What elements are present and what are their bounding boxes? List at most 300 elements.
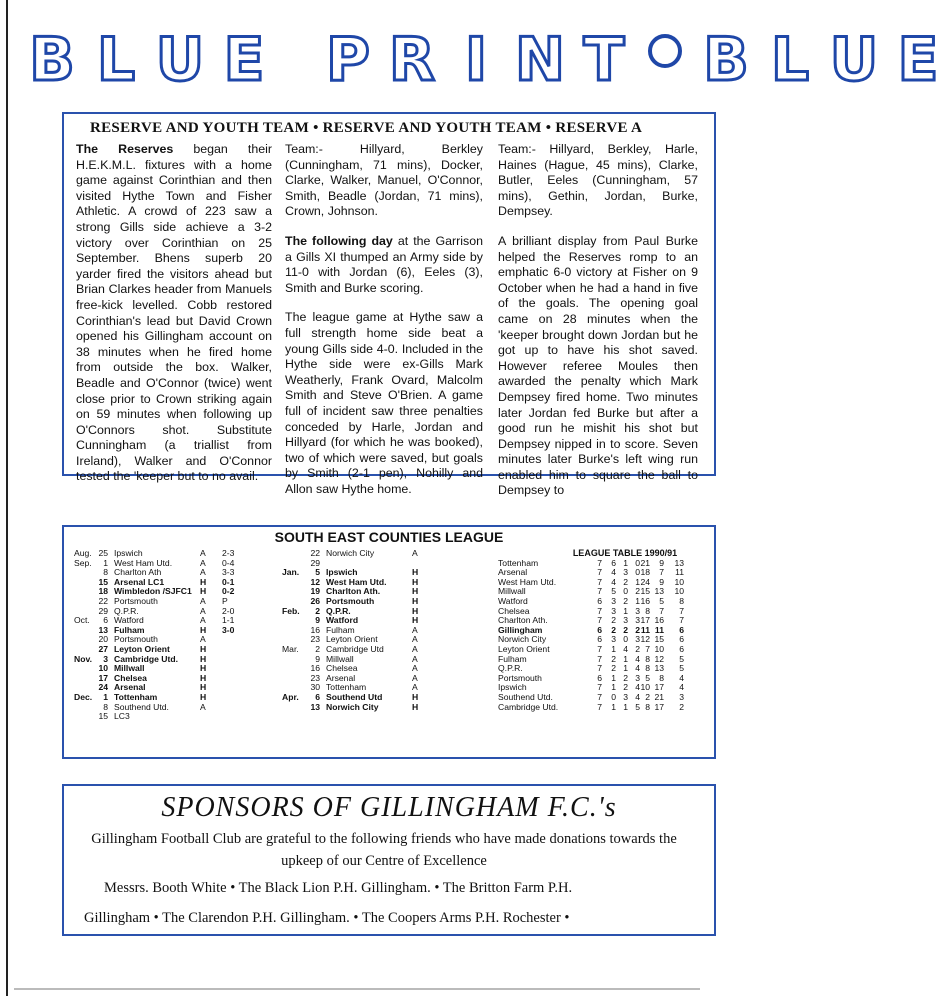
table-p: 7 — [597, 576, 602, 587]
table-w: 0 — [611, 691, 616, 702]
table-team: Portsmouth — [498, 672, 542, 683]
table-pts: 10 — [674, 586, 684, 597]
banner-letter: B — [29, 25, 75, 95]
fixture-team: Ipswich — [326, 567, 358, 578]
table-d: 0 — [623, 586, 628, 597]
fixture-row — [282, 597, 482, 607]
table-a: 11 — [654, 624, 664, 635]
fixture-venue: A — [412, 663, 418, 674]
fixture-team: Wimbledon /SJFC1 — [114, 586, 192, 597]
table-f: 16 — [640, 595, 650, 606]
article-column-3 — [498, 142, 698, 513]
table-team: Millwall — [498, 586, 526, 597]
banner-dot — [648, 34, 682, 68]
table-p: 7 — [597, 643, 602, 654]
table-pts: 4 — [679, 682, 684, 693]
table-team: Fulham — [498, 653, 527, 664]
fixture-month: Jan. — [282, 567, 300, 578]
table-w: 2 — [611, 615, 616, 626]
banner-letter: I — [464, 25, 488, 95]
table-team: Tottenham — [498, 557, 539, 568]
fixture-day: 23 — [310, 672, 320, 683]
fixture-venue: A — [200, 595, 206, 606]
fixture-venue: H — [412, 586, 419, 597]
fixture-team: LC3 — [114, 711, 130, 722]
fixture-team: Charlton Ath. — [326, 586, 381, 597]
banner-letter: R — [388, 25, 436, 95]
table-pts: 2 — [679, 701, 684, 712]
fixture-day: 16 — [310, 663, 320, 674]
fixture-day: 17 — [98, 672, 108, 683]
table-a: 12 — [654, 653, 664, 664]
fixture-venue: H — [200, 663, 207, 674]
table-d: 2 — [623, 624, 628, 635]
fixture-team: Arsenal — [326, 672, 356, 683]
fixture-team: West Ham Utd. — [114, 557, 173, 568]
article-paragraph — [285, 310, 483, 497]
table-team: Southend Utd. — [498, 691, 553, 702]
table-a: 8 — [659, 672, 664, 683]
table-f: 5 — [645, 672, 650, 683]
fixture-venue: H — [200, 586, 207, 597]
fixture-day: 20 — [98, 634, 108, 645]
table-l: 1 — [635, 576, 640, 587]
table-d: 4 — [623, 643, 628, 654]
fixture-month: Feb. — [282, 605, 300, 616]
table-pts: 7 — [679, 615, 684, 626]
fixture-day: 26 — [310, 595, 320, 606]
fixture-venue: H — [200, 624, 207, 635]
table-l: 3 — [635, 634, 640, 645]
table-f: 18 — [640, 567, 650, 578]
table-f: 7 — [645, 643, 650, 654]
table-w: 1 — [611, 643, 616, 654]
fixture-month: Sep. — [74, 557, 92, 568]
fixture-venue: A — [412, 624, 418, 635]
fixture-team: Arsenal — [114, 682, 146, 693]
fixture-row — [282, 559, 482, 569]
fixture-team: Millwall — [114, 663, 145, 674]
fixture-team: Portsmouth — [326, 595, 375, 606]
banner-letter: L — [770, 25, 810, 95]
table-d: 3 — [623, 615, 628, 626]
table-a: 9 — [659, 557, 664, 568]
fixture-team: Q.P.R. — [326, 605, 351, 616]
fixture-day: 5 — [315, 567, 320, 578]
fixture-score: 2-3 — [222, 548, 235, 558]
fixture-venue: A — [412, 682, 418, 693]
banner-letter: E — [897, 25, 939, 95]
table-p: 7 — [597, 586, 602, 597]
table-pts: 11 — [675, 567, 684, 578]
fixture-venue: H — [200, 653, 207, 664]
fixture-team: Tottenham — [326, 682, 367, 693]
fixture-month: Oct. — [74, 615, 90, 626]
fixtures-list-autumn — [74, 549, 264, 722]
fixture-score: P — [222, 595, 228, 606]
fixture-score: 0-1 — [222, 576, 235, 587]
table-f: 15 — [640, 586, 650, 597]
banner-letter: N — [514, 25, 566, 95]
fixture-venue: H — [412, 576, 419, 587]
fixture-score: 3-0 — [222, 624, 235, 635]
article-paragraph — [285, 142, 483, 220]
table-f: 17 — [640, 615, 650, 626]
fixture-day: 6 — [103, 615, 108, 626]
fixture-day: 1 — [103, 691, 108, 702]
league-table-title: LEAGUE TABLE 1990/91 — [572, 548, 678, 558]
table-w: 6 — [611, 557, 616, 568]
paragraph-text: Team:- Hillyard, Berkley, Harle, Haines (Hague, 45 mins), Clarke, Butler, Eeles (Cunningham, 57 mins), Gethin, Jordan, Burke, Dempsey. — [498, 142, 698, 219]
fixture-venue: A — [412, 653, 418, 664]
fixture-day: 30 — [310, 682, 320, 693]
table-a: 5 — [659, 595, 664, 606]
table-pts: 3 — [679, 691, 684, 702]
banner-letter: U — [829, 25, 879, 95]
table-pts: 13 — [674, 557, 684, 568]
table-l: 3 — [635, 605, 640, 616]
table-l: 4 — [635, 691, 640, 702]
table-p: 7 — [597, 691, 602, 702]
table-team: Arsenal — [498, 567, 528, 578]
fixture-venue: H — [412, 701, 419, 712]
banner-letter: E — [223, 25, 265, 95]
table-d: 2 — [623, 595, 628, 606]
table-a: 15 — [654, 634, 664, 645]
fixture-team: Chelsea — [114, 672, 147, 683]
fixture-month: Mar. — [282, 643, 299, 654]
fixture-venue: A — [200, 557, 206, 568]
table-w: 2 — [611, 624, 616, 635]
table-w: 2 — [611, 663, 616, 674]
table-team: West Ham Utd. — [498, 576, 557, 587]
fixture-day: 18 — [98, 586, 108, 597]
table-f: 2 — [645, 691, 650, 702]
fixture-row — [282, 607, 482, 617]
table-pts: 6 — [679, 624, 684, 635]
table-l: 0 — [635, 557, 640, 568]
fixture-day: 1 — [103, 557, 108, 568]
fixture-day: 13 — [98, 624, 108, 635]
fixture-day: 9 — [315, 653, 320, 664]
fixture-team: Charlton Ath — [114, 567, 162, 578]
table-d: 1 — [623, 701, 628, 712]
paragraph-text: began their H.E.K.M.L. fixtures with a home game against Corinthian and then visited Hythe Town and Fisher Athletic. A crowd of 223 saw a strong Gills side achieve a 3-2 victory over Corinthian on 25 September. Bhens superb 20 yarder fired the visitors ahead but Brian Clarkes header from Manuels free-kick levelled. Cobb restored Corinthian's lead but David Crown opened his Gillingham account on 38 minutes when he fired home from outside the box. Walker, Beadle and O'Connor (twice) went close prior to Crown striking again on 59 minutes when following up O'Connors shot. Substitute Cunningham (a triallist from Ireland), Walker and O'Connor tested the 'keeper but to no avail. — [76, 142, 272, 484]
fixture-team: Norwich City — [326, 548, 375, 558]
sponsors-line-1: Messrs. Booth White • The Black Lion P.H. Gillingham. • The Britton Farm P.H. — [104, 880, 573, 896]
table-p: 7 — [597, 605, 602, 616]
fixture-team: Fulham — [114, 624, 145, 635]
fixtures-list-spring — [282, 549, 482, 712]
fixture-day: 9 — [315, 615, 320, 626]
article-paragraph — [498, 142, 698, 220]
fixture-venue: H — [200, 576, 207, 587]
table-p: 7 — [597, 567, 602, 578]
table-a: 16 — [654, 615, 664, 626]
table-l: 4 — [635, 653, 640, 664]
fixture-day: 16 — [310, 624, 320, 635]
banner-letter: L — [96, 25, 136, 95]
table-l: 0 — [635, 567, 640, 578]
table-f: 10 — [640, 682, 650, 693]
table-f: 8 — [645, 653, 650, 664]
table-f: 8 — [645, 701, 650, 712]
fixture-venue: A — [200, 605, 206, 616]
banner-letter: U — [155, 25, 205, 95]
league-table-row — [498, 703, 712, 713]
fixture-month: Apr. — [282, 691, 299, 702]
fixture-team: Leyton Orient — [326, 634, 378, 645]
table-f: 21 — [640, 557, 650, 568]
section-heading: RESERVE AND YOUTH TEAM • RESERVE AND YOUTH TEAM • RESERVE A — [90, 120, 643, 136]
table-w: 4 — [611, 567, 616, 578]
fixture-venue: A — [200, 615, 206, 626]
table-d: 1 — [623, 557, 628, 568]
table-pts: 7 — [679, 605, 684, 616]
fixture-venue: A — [412, 672, 418, 683]
banner-letter: B — [703, 25, 749, 95]
fixture-venue: A — [200, 548, 206, 558]
table-d: 2 — [623, 576, 628, 587]
sponsors-title: SPONSORS OF GILLINGHAM F.C.'s — [161, 792, 617, 823]
table-l: 4 — [635, 682, 640, 693]
fixture-team: Portsmouth — [114, 595, 158, 606]
fixture-venue: H — [412, 605, 419, 616]
table-l: 3 — [635, 672, 640, 683]
fixture-team: Ipswich — [114, 548, 143, 558]
table-w: 5 — [611, 586, 616, 597]
table-team: Ipswich — [498, 682, 527, 693]
table-team: Leyton Orient — [498, 643, 550, 654]
table-d: 2 — [623, 682, 628, 693]
fixture-team: Watford — [326, 615, 359, 626]
fixture-team: Portsmouth — [114, 634, 158, 645]
fixture-day: 25 — [98, 548, 108, 558]
table-a: 10 — [654, 643, 664, 654]
fixture-team: Tottenham — [114, 691, 158, 702]
table-a: 17 — [654, 701, 664, 712]
table-l: 2 — [635, 586, 640, 597]
table-a: 13 — [654, 586, 664, 597]
fixture-score: 3-3 — [222, 567, 235, 578]
fixture-team: Norwich City — [326, 701, 379, 712]
table-p: 7 — [597, 663, 602, 674]
table-team: Cambridge Utd. — [498, 701, 559, 712]
fixture-team: Watford — [114, 615, 144, 626]
table-d: 1 — [623, 605, 628, 616]
fixture-team: Cambridge Utd — [326, 643, 384, 654]
fixture-team: Fulham — [326, 624, 355, 635]
banner-letter: T — [583, 25, 625, 95]
fixture-row — [282, 703, 482, 713]
fixture-team: Millwall — [326, 653, 354, 664]
table-p: 6 — [597, 595, 602, 606]
table-a: 21 — [654, 691, 664, 702]
table-a: 7 — [659, 605, 664, 616]
sponsors-line-2: Gillingham • The Clarendon P.H. Gillingham. • The Coopers Arms P.H. Rochester • — [84, 910, 570, 926]
fixture-venue: A — [412, 548, 418, 558]
table-team: Chelsea — [498, 605, 530, 616]
fixture-row — [282, 683, 482, 693]
fixture-month: Aug. — [74, 548, 92, 558]
table-p: 7 — [597, 701, 602, 712]
paragraph-lead: The Reserves — [76, 142, 174, 156]
table-w: 3 — [611, 634, 616, 645]
bottom-rule — [14, 988, 700, 990]
fixture-day: 29 — [310, 557, 320, 568]
fixture-venue: H — [412, 615, 419, 626]
fixture-score: 0-4 — [222, 557, 235, 568]
paragraph-text: A brilliant display from Paul Burke helped the Reserves romp to an emphatic 6-0 victory at Fisher on 9 October when he had a hand in five of the goals. The opening goal came on 28 minutes when the 'keeper brought down Jordan but he got up to have his shot saved. However referee Moules then awarded the penalty which Mark Dempsey fired home. Two minutes later Jordan fed Burke but after a good run he mishit his shot but Dempsey nipped in to score. Seven minutes later Burke's left wing run enabled him to square the ball to Dempsey to — [498, 233, 698, 498]
page-edge-rule — [6, 0, 8, 996]
fixture-venue: A — [412, 643, 418, 654]
article-column-2 — [285, 142, 483, 511]
table-p: 6 — [597, 624, 602, 635]
fixture-venue: H — [200, 672, 207, 683]
table-l: 3 — [635, 615, 640, 626]
table-pts: 8 — [679, 595, 684, 606]
paragraph-text: The league game at Hythe saw a full strength home side beat a young Gills side 4-0. Included in the Hythe side were ex-Gills Mark Weatherly, Frank Ovard, Malcolm Smith and Steve O'Brien. A game full of incident saw three penalties conceded by Harle, Jordan and Hillyard (for which he was booked), two of which were saved, but goals by Smith (2-1 pen), Nohilly and Allon saw Hythe home. — [285, 310, 483, 496]
paragraph-text: at the Garrison a Gills XI thumped an Army side by 11-0 with Jordan (6), Eeles (3), Smith and Burke scoring. — [285, 233, 483, 295]
fixture-day: 10 — [98, 663, 108, 674]
sponsors-section — [62, 784, 716, 936]
fixture-day: 24 — [98, 682, 108, 693]
fixture-day: 12 — [310, 576, 320, 587]
table-d: 0 — [623, 634, 628, 645]
table-w: 1 — [611, 701, 616, 712]
fixture-month: Dec. — [74, 691, 93, 702]
fixture-venue: H — [412, 691, 419, 702]
fixture-row — [282, 645, 482, 655]
table-d: 1 — [623, 653, 628, 664]
fixture-team: Southend Utd. — [114, 701, 169, 712]
fixture-day: 15 — [98, 711, 108, 722]
table-w: 3 — [611, 595, 616, 606]
table-pts: 4 — [679, 672, 684, 683]
fixture-day: 2 — [315, 643, 320, 654]
table-p: 6 — [597, 672, 602, 683]
table-w: 1 — [611, 672, 616, 683]
fixture-score: 2-0 — [222, 605, 235, 616]
paragraph-text: Team:- Hillyard, Berkley (Cunningham, 71 mins), Docker, Clarke, Walker, Manuel, O'Connor, Smith, Beadle (Jordan, 71 mins), Crown, Johnson. — [285, 142, 483, 219]
fixture-day: 29 — [98, 605, 108, 616]
table-w: 1 — [611, 682, 616, 693]
table-pts: 5 — [679, 653, 684, 664]
fixture-team: Leyton Orient — [114, 643, 170, 654]
fixture-venue: A — [200, 567, 206, 578]
table-l: 2 — [635, 624, 640, 635]
fixture-score: 1-1 — [222, 615, 235, 626]
table-p: 7 — [597, 682, 602, 693]
league-title: SOUTH EAST COUNTIES LEAGUE — [274, 529, 504, 545]
table-a: 17 — [654, 682, 664, 693]
table-pts: 5 — [679, 663, 684, 674]
table-pts: 6 — [679, 634, 684, 645]
table-team: Gillingham — [498, 624, 543, 635]
table-p: 7 — [597, 557, 602, 568]
article-paragraph — [498, 234, 698, 499]
fixture-day: 22 — [98, 595, 108, 606]
table-team: Watford — [498, 595, 528, 606]
fixture-venue: H — [200, 691, 207, 702]
table-pts: 10 — [674, 576, 684, 587]
fixture-venue: H — [412, 595, 419, 606]
fixture-venue: A — [200, 701, 206, 712]
fixture-venue: H — [200, 682, 207, 693]
table-d: 3 — [623, 691, 628, 702]
paragraph-lead: The following day — [285, 233, 393, 248]
fixture-day: 15 — [98, 576, 108, 587]
table-a: 9 — [659, 576, 664, 587]
fixture-venue: H — [200, 643, 207, 654]
table-d: 1 — [623, 663, 628, 674]
table-l: 5 — [635, 701, 640, 712]
fixture-team: Southend Utd — [326, 691, 383, 702]
fixture-team: Q.P.R. — [114, 605, 139, 616]
fixture-score: 0-2 — [222, 586, 235, 597]
table-d: 2 — [623, 672, 628, 683]
table-l: 1 — [635, 595, 640, 606]
reserve-youth-section — [62, 112, 716, 498]
fixture-day: 22 — [310, 548, 320, 558]
fixture-day: 27 — [98, 643, 108, 654]
table-a: 7 — [659, 567, 664, 578]
fixture-day: 13 — [310, 701, 320, 712]
table-a: 13 — [654, 663, 664, 674]
banner-letter: P — [326, 25, 370, 95]
table-team: Charlton Ath. — [498, 615, 548, 626]
fixture-team: Arsenal LC1 — [114, 576, 165, 587]
league-section — [62, 525, 716, 759]
table-l: 2 — [635, 643, 640, 654]
fixture-day: 8 — [103, 567, 108, 578]
fixture-venue: A — [200, 634, 206, 645]
table-team: Norwich City — [498, 634, 547, 645]
article-paragraph — [285, 234, 483, 296]
fixture-team: Chelsea — [326, 663, 358, 674]
fixture-day: 8 — [103, 701, 108, 712]
table-w: 2 — [611, 653, 616, 664]
table-p: 7 — [597, 615, 602, 626]
fixture-day: 3 — [103, 653, 108, 664]
league-table — [498, 549, 712, 712]
fixture-day: 6 — [315, 691, 320, 702]
table-f: 12 — [640, 634, 650, 645]
fixture-day: 2 — [315, 605, 320, 616]
article-paragraph — [76, 142, 272, 485]
table-p: 6 — [597, 634, 602, 645]
table-w: 3 — [611, 605, 616, 616]
table-f: 8 — [645, 605, 650, 616]
fixture-team: West Ham Utd. — [326, 576, 387, 587]
fixture-month: Nov. — [74, 653, 92, 664]
fixture-team: Cambridge Utd. — [114, 653, 178, 664]
table-l: 4 — [635, 663, 640, 674]
fixture-day: 23 — [310, 634, 320, 645]
fixture-venue: H — [412, 567, 419, 578]
table-f: 11 — [640, 624, 650, 635]
sponsors-intro: Gillingham Football Club are grateful to the following friends who have made donations towards the upkeep of our Centre of Excellence — [91, 831, 677, 869]
table-pts: 6 — [679, 643, 684, 654]
table-f: 24 — [640, 576, 650, 587]
blue-print-banner — [22, 25, 952, 98]
table-team: Q.P.R. — [498, 663, 523, 674]
table-w: 4 — [611, 576, 616, 587]
fixture-row — [74, 712, 264, 722]
fixture-day: 19 — [310, 586, 320, 597]
fixture-venue: A — [412, 634, 418, 645]
table-f: 8 — [645, 663, 650, 674]
